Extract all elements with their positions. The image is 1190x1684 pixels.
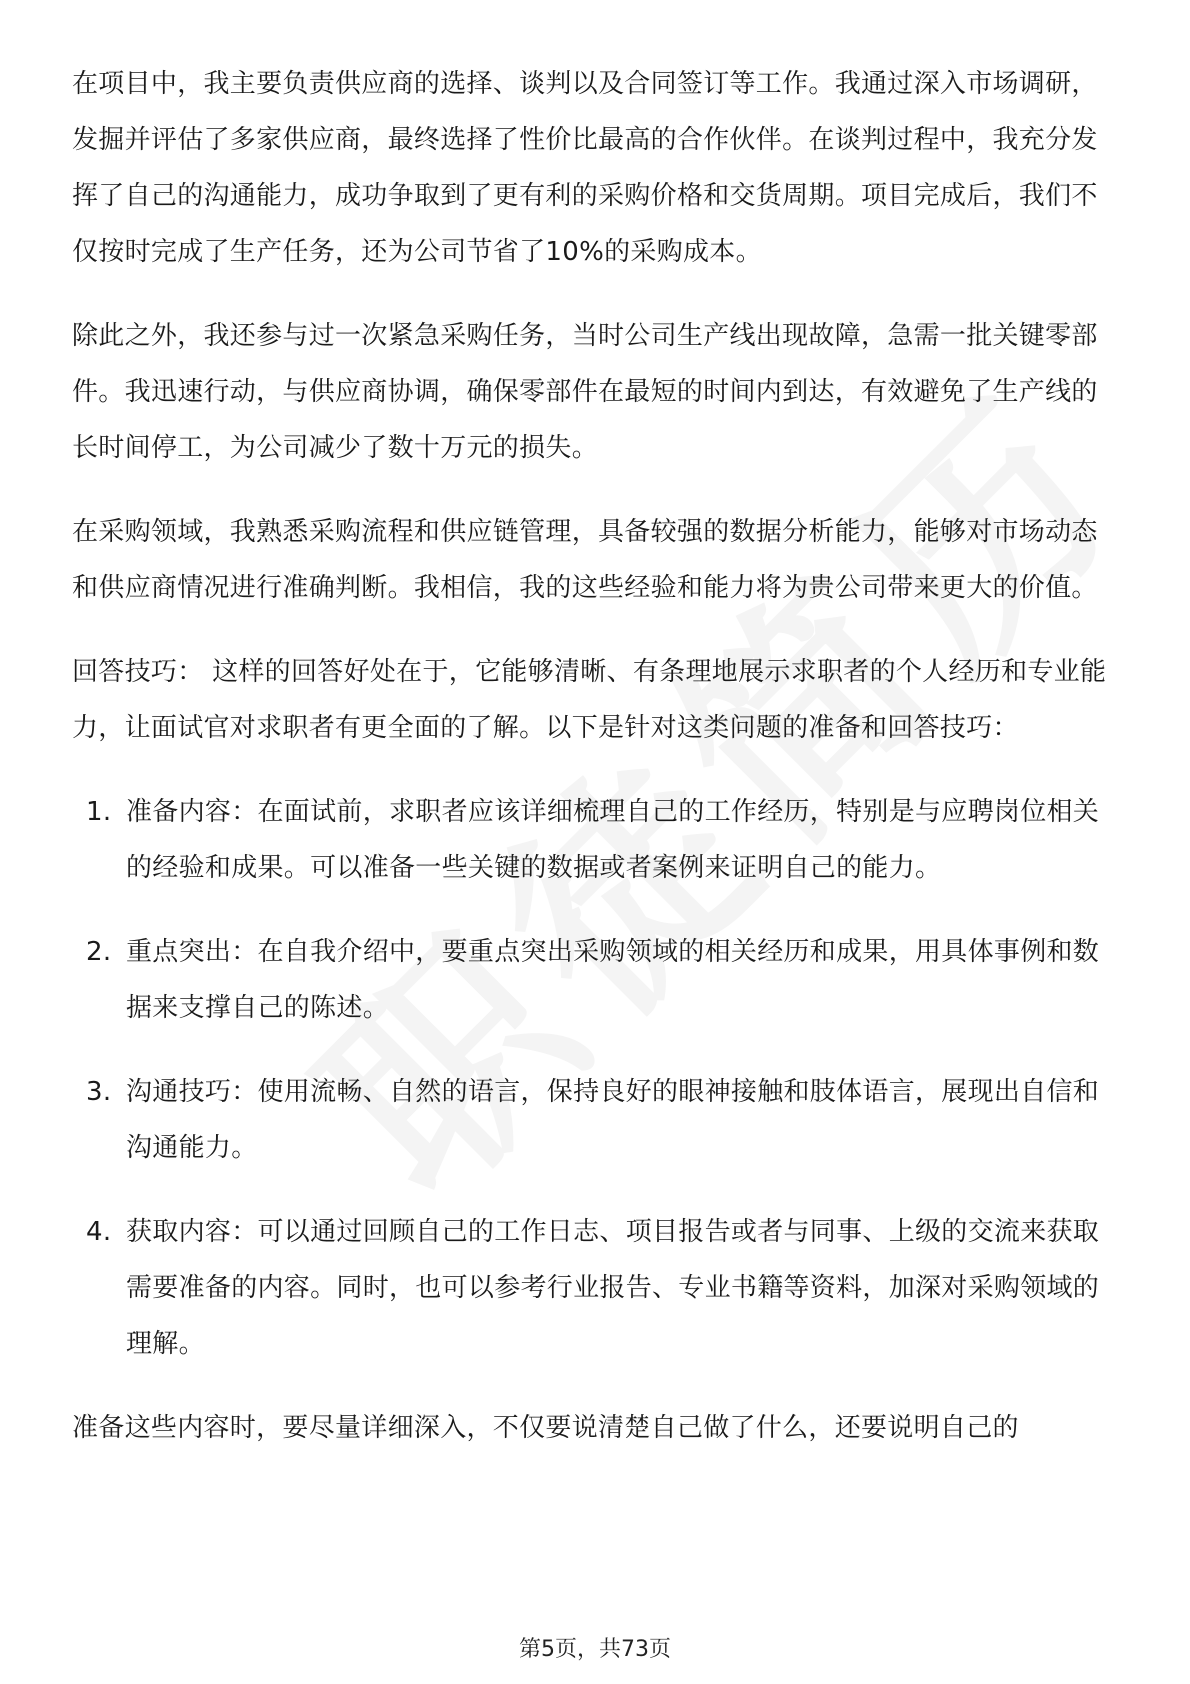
list-item bbox=[72, 924, 1122, 1036]
list-item bbox=[72, 1204, 1122, 1372]
paragraph-answer-tips: 回答技巧： 这样的回答好处在于，它能够清晰、有条理地展示求职者的个人经历和专业能力，让面试官对求职者有更全面的了解。以下是针对这类问题的准备和回答技巧： bbox=[72, 657, 1107, 743]
paragraph-preparation-note: 准备这些内容时，要尽量详细深入，不仅要说清楚自己做了什么，还要说明自己的 bbox=[72, 1413, 1019, 1443]
paragraph-urgent-procurement: 除此之外，我还参与过一次紧急采购任务，当时公司生产线出现故障，急需一批关键零部件。我迅速行动，与供应商协调，确保零部件在最短的时间内到达，有效避免了生产线的长时间停工，为公司减少了数十万元的损失。 bbox=[72, 321, 1098, 463]
list-item-number: 4. bbox=[86, 1217, 112, 1247]
page-footer: 第5页，共73页 bbox=[519, 1637, 671, 1662]
paragraph-project-experience: 在项目中，我主要负责供应商的选择、谈判以及合同签订等工作。我通过深入市场调研，发掘并评估了多家供应商，最终选择了性价比最高的合作伙伴。在谈判过程中，我充分发挥了自己的沟通能力，成功争取到了更有利的采购价格和交货周期。项目完成后，我们不仅按时完成了生产任务，还为公司节省了10%的采购成本。 bbox=[72, 69, 1098, 267]
list-item-number: 2. bbox=[86, 937, 112, 967]
paragraph-procurement-skills: 在采购领域，我熟悉采购流程和供应链管理，具备较强的数据分析能力，能够对市场动态和供应商情况进行准确判断。我相信，我的这些经验和能力将为贵公司带来更大的价值。 bbox=[72, 517, 1098, 603]
list-item-text: 沟通技巧：使用流畅、自然的语言，保持良好的眼神接触和肢体语言，展现出自信和沟通能力。 bbox=[126, 1077, 1100, 1163]
list-item-number: 3. bbox=[86, 1077, 112, 1107]
list-item-text: 获取内容：可以通过回顾自己的工作日志、项目报告或者与同事、上级的交流来获取需要准备的内容。同时，也可以参考行业报告、专业书籍等资料，加深对采购领域的理解。 bbox=[126, 1217, 1100, 1359]
list-item bbox=[72, 1064, 1122, 1176]
list-item-text: 准备内容：在面试前，求职者应该详细梳理自己的工作经历，特别是与应聘岗位相关的经验和成果。可以准备一些关键的数据或者案例来证明自己的能力。 bbox=[126, 797, 1100, 883]
list-item bbox=[72, 784, 1122, 896]
list-item-number: 1. bbox=[86, 797, 112, 827]
tips-list bbox=[72, 784, 1122, 1372]
list-item-text: 重点突出：在自我介绍中，要重点突出采购领域的相关经历和成果，用具体事例和数据来支撑自己的陈述。 bbox=[126, 937, 1100, 1023]
document-body bbox=[72, 56, 1122, 1484]
